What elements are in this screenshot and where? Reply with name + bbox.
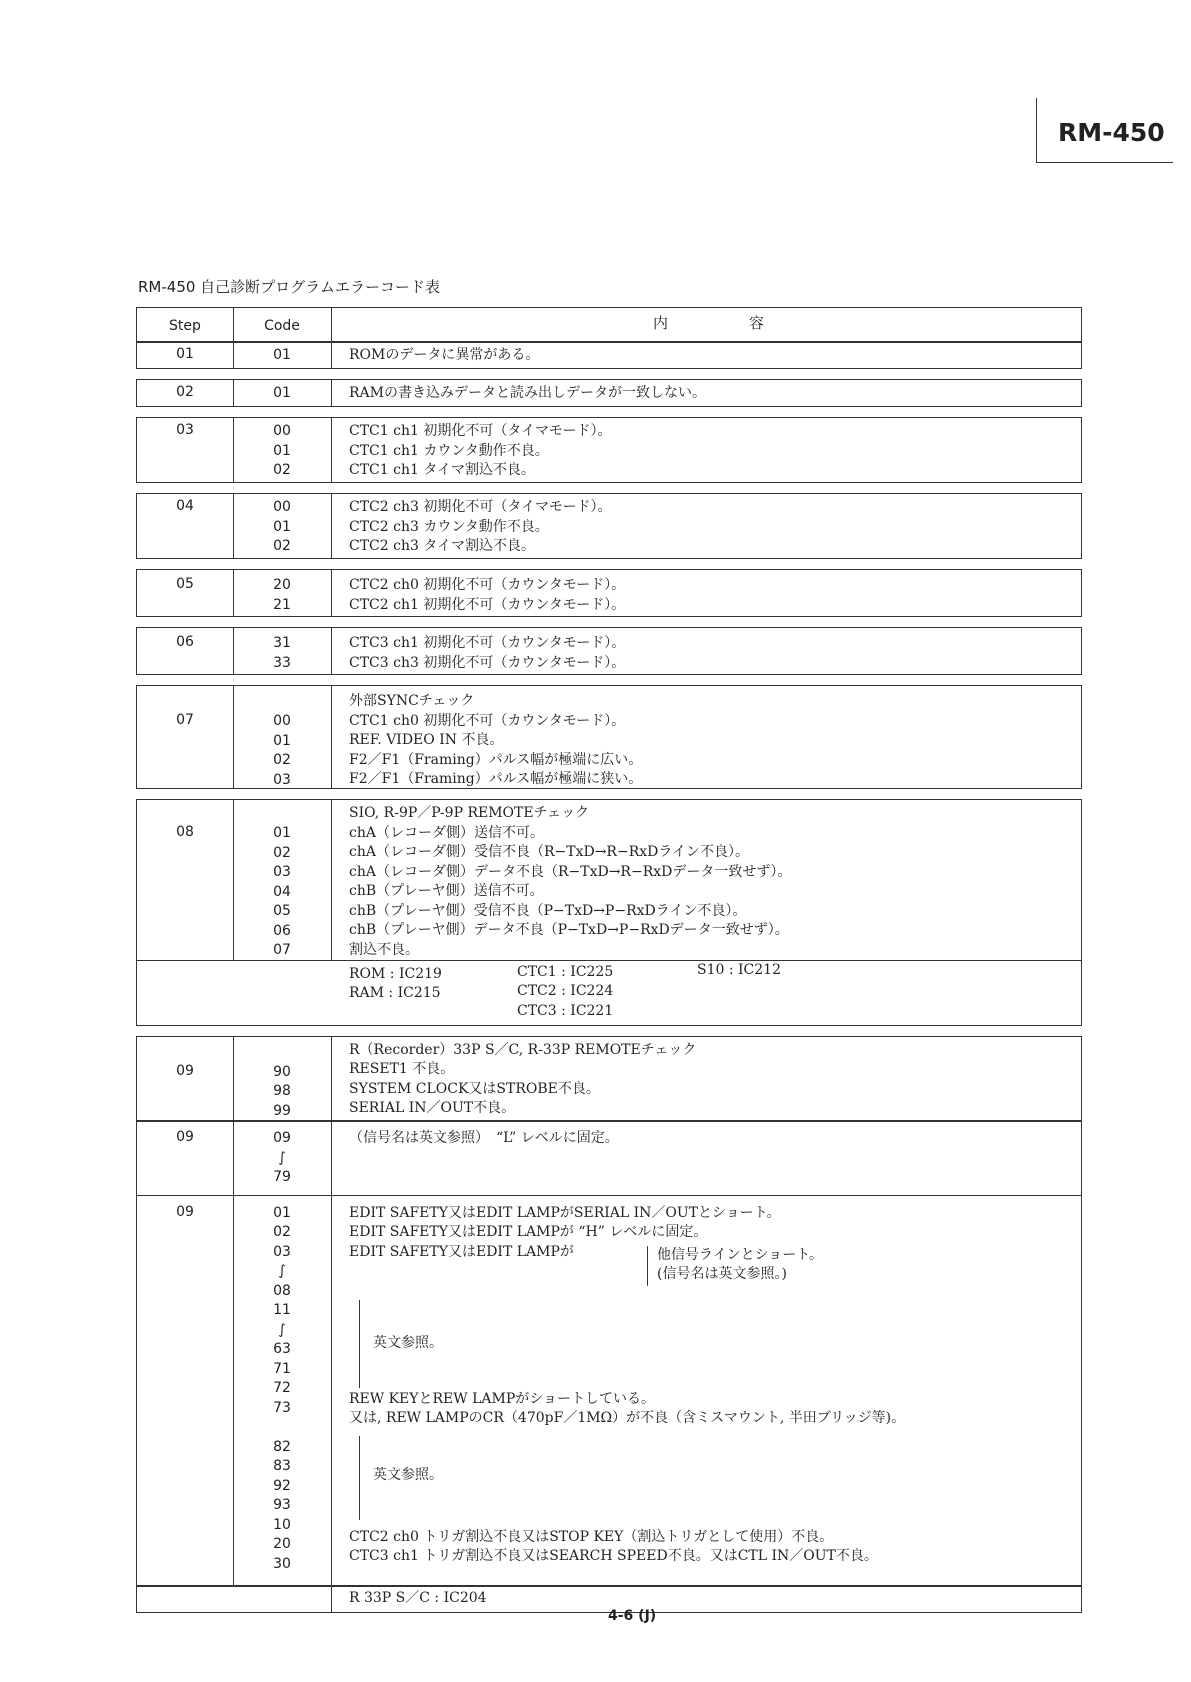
table-row (136, 341, 1082, 369)
document-title: RM-450 自己診断プログラムエラーコード表 (138, 278, 441, 296)
code-cell: 00 01 02 03 (273, 713, 291, 788)
code-cell: 09 ∫ 79 (273, 1130, 291, 1185)
step-cell: 01 (176, 346, 194, 362)
table-row (136, 417, 1082, 483)
header-content-1: 内 (653, 313, 669, 332)
code-cell: 90 98 99 (273, 1063, 291, 1119)
table-row (136, 1036, 1082, 1122)
header-step: Step (169, 317, 201, 334)
step-cell: 09 (176, 1203, 194, 1220)
brace-bracket (647, 1246, 648, 1286)
table-row (136, 685, 1082, 789)
step-cell: 03 (176, 422, 194, 438)
description-cell: 外部SYNCチェック CTC1 ch0 初期化不可（カウンタモード）。 REF. VIDEO IN 不良。 F2／F1（Framing）パルス幅が極端に広い。 F2／F1（Framing）パルス幅が極端に狭い。 (349, 693, 643, 787)
ic-list-ctc: CTC1 : IC225 CTC2 : IC224 CTC3 : IC221 (517, 963, 614, 1019)
description-cell: RAMの書き込みデータと読み出しデータが一致しない。 (349, 385, 706, 401)
step-cell: 09 (176, 1062, 194, 1079)
code-cell: 00 01 02 (273, 423, 291, 478)
page-number: 4-6 (J) (608, 1608, 657, 1624)
step-cell: 08 (176, 824, 194, 840)
table-row (136, 379, 1082, 407)
step-cell: 05 (176, 576, 194, 592)
table-row (136, 569, 1082, 617)
table-row (136, 1195, 1082, 1587)
ic-list-memory: ROM : IC219 RAM : IC215 (349, 965, 442, 1001)
step-cell: 02 (176, 384, 194, 400)
ic-list-sc: R 33P S／C : IC204 (349, 1590, 487, 1606)
code-cell: 01 02 03 ∫ 08 11 ∫ 63 71 72 73 82 83 92 93 10 20 30 (273, 1204, 291, 1572)
code-cell: 20 21 (273, 577, 291, 613)
description-cell: CTC1 ch1 初期化不可（タイマモード）。 CTC1 ch1 カウンタ動作不良。 CTC1 ch1 タイマ割込不良。 (349, 423, 612, 478)
table-header (136, 307, 1082, 343)
step-cell: 04 (176, 498, 194, 514)
ic-reference-block (136, 960, 1082, 1026)
description-cell: （信号名は英文参照） “L” レベルに固定。 (349, 1130, 619, 1146)
brace-bracket (359, 1436, 360, 1520)
reference-note: 英文参照。 (373, 1334, 443, 1351)
code-cell: 01 02 03 04 05 06 07 (273, 825, 291, 958)
code-cell: 01 (273, 347, 291, 363)
reference-note: 英文参照。 (373, 1466, 443, 1483)
header-content-2: 容 (749, 313, 765, 332)
code-cell: 01 (273, 385, 291, 401)
step-cell: 06 (176, 634, 194, 650)
description-cell: CTC2 ch0 初期化不可（カウンタモード）。 CTC2 ch1 初期化不可（カウンタモード）。 (349, 577, 626, 613)
step-cell: 07 (176, 712, 194, 728)
description-cell: SIO, R-9P／P-9P REMOTEチェック chA（レコーダ側）送信不可。 chA（レコーダ側）受信不良（R−TxD→R−RxDライン不良）。 chA（レコーダ側）データ不良（R−TxD→R−RxDデータ一致せず）。 chB（プレーヤ側）送信不可。 chB（プレーヤ側）受信不良（P−TxD→P−RxDライン不良）。 chB（プレーヤ側）データ不良（P−TxD→P−RxDデータ一致せず）。 割込不良。 (349, 805, 792, 958)
error-code-table (136, 308, 1082, 1613)
step-cell: 09 (176, 1129, 194, 1145)
description-edit-safety: EDIT SAFETY又はEDIT LAMPがSERIAL IN／OUTとショート。 EDIT SAFETY又はEDIT LAMPが “H” レベルに固定。 EDIT SAFETY又はEDIT LAMPが (349, 1204, 781, 1260)
description-cell: R（Recorder）33P S／C, R-33P REMOTEチェック RESET1 不良。 SYSTEM CLOCK又はSTROBE不良。 SERIAL IN／OUT不良。 (349, 1041, 697, 1116)
model-label: RM-450 (1058, 118, 1165, 147)
brace-bracket (359, 1300, 360, 1388)
description-ctc: CTC2 ch0 トリガ割込不良又はSTOP KEY（割込トリガとして使用）不良。 CTC3 ch1 トリガ割込不良又はSEARCH SPEED不良。又はCTL IN／OUT不良。 (349, 1528, 878, 1564)
description-cell: CTC3 ch1 初期化不可（カウンタモード）。 CTC3 ch3 初期化不可（カウンタモード）。 (349, 635, 626, 671)
code-cell: 31 33 (273, 635, 291, 671)
ic-list-sio: S10 : IC212 (697, 961, 781, 978)
table-row (136, 493, 1082, 559)
brace-description: 他信号ラインとショート。 (信号名は英文参照。) (657, 1246, 824, 1282)
table-row (136, 799, 1082, 961)
description-rew: REW KEYとREW LAMPがショートしている。 又は, REW LAMPのCR（470pF／1MΩ）が不良（含ミスマウント, 半田ブリッジ等)。 (349, 1390, 906, 1426)
table-row (136, 627, 1082, 675)
header-code: Code (264, 317, 300, 334)
code-cell: 00 01 02 (273, 499, 291, 554)
table-row (136, 1120, 1082, 1196)
description-cell: ROMのデータに異常がある。 (349, 347, 540, 363)
description-cell: CTC2 ch3 初期化不可（タイマモード）。 CTC2 ch3 カウンタ動作不良。 CTC2 ch3 タイマ割込不良。 (349, 499, 612, 554)
